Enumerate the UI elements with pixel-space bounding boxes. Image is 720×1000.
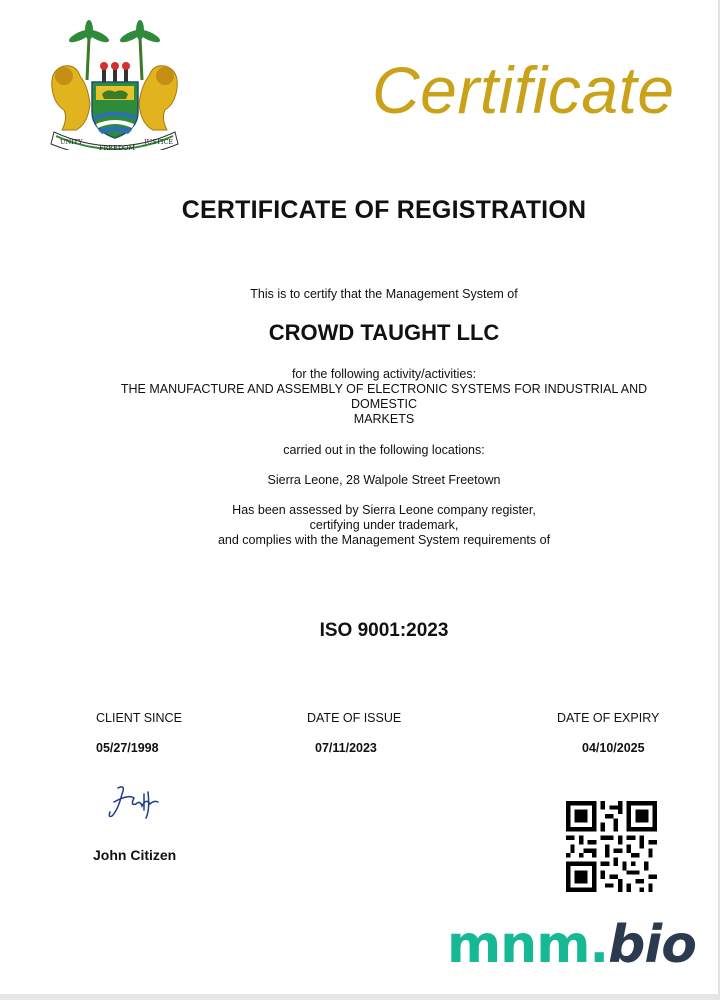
motto-freedom: FREEDOM <box>99 144 136 150</box>
company-name: CROWD TAUGHT LLC <box>268 320 500 345</box>
activity-line: DOMESTIC <box>351 397 417 411</box>
client-since-label: CLIENT SINCE <box>96 711 182 725</box>
assessment-line: Has been assessed by Sierra Leone company register, <box>232 503 536 517</box>
certificate-heading: CERTIFICATE OF REGISTRATION <box>181 196 587 224</box>
locations-intro: carried out in the following locations: <box>283 443 485 457</box>
client-since-value: 05/27/1998 <box>96 741 159 755</box>
date-of-issue-value: 07/11/2023 <box>315 741 377 755</box>
location-address: Sierra Leone, 28 Walpole Street Freetown <box>267 473 501 487</box>
watermark-logo <box>447 910 696 980</box>
coat-of-arms-icon <box>42 20 187 150</box>
assessment-line: certifying under trademark, <box>309 518 459 532</box>
assessment-line: and complies with the Management System requirements of <box>217 533 551 547</box>
date-of-expiry-label: DATE OF EXPIRY <box>557 711 660 725</box>
iso-standard: ISO 9001:2023 <box>319 620 449 641</box>
date-of-issue-label: DATE OF ISSUE <box>307 711 402 725</box>
motto-unity: UNITY <box>60 138 83 146</box>
date-of-expiry-value: 04/10/2025 <box>582 741 645 755</box>
handwritten-signature-icon <box>104 780 168 822</box>
motto-justice: JUSTICE <box>144 138 174 146</box>
activity-line: THE MANUFACTURE AND ASSEMBLY OF ELECTRONIC SYSTEMS FOR INDUSTRIAL AND <box>120 382 648 396</box>
signer-name: John Citizen <box>93 847 177 863</box>
activity-line: MARKETS <box>353 412 415 426</box>
decorative-title: Certificate <box>372 53 675 127</box>
activity-intro: for the following activity/activities: <box>291 367 477 381</box>
watermark-part2: bio <box>608 915 696 975</box>
qr-code-icon <box>566 801 657 892</box>
watermark-part1: mnm. <box>447 915 609 975</box>
certify-intro: This is to certify that the Management System of <box>250 287 518 301</box>
